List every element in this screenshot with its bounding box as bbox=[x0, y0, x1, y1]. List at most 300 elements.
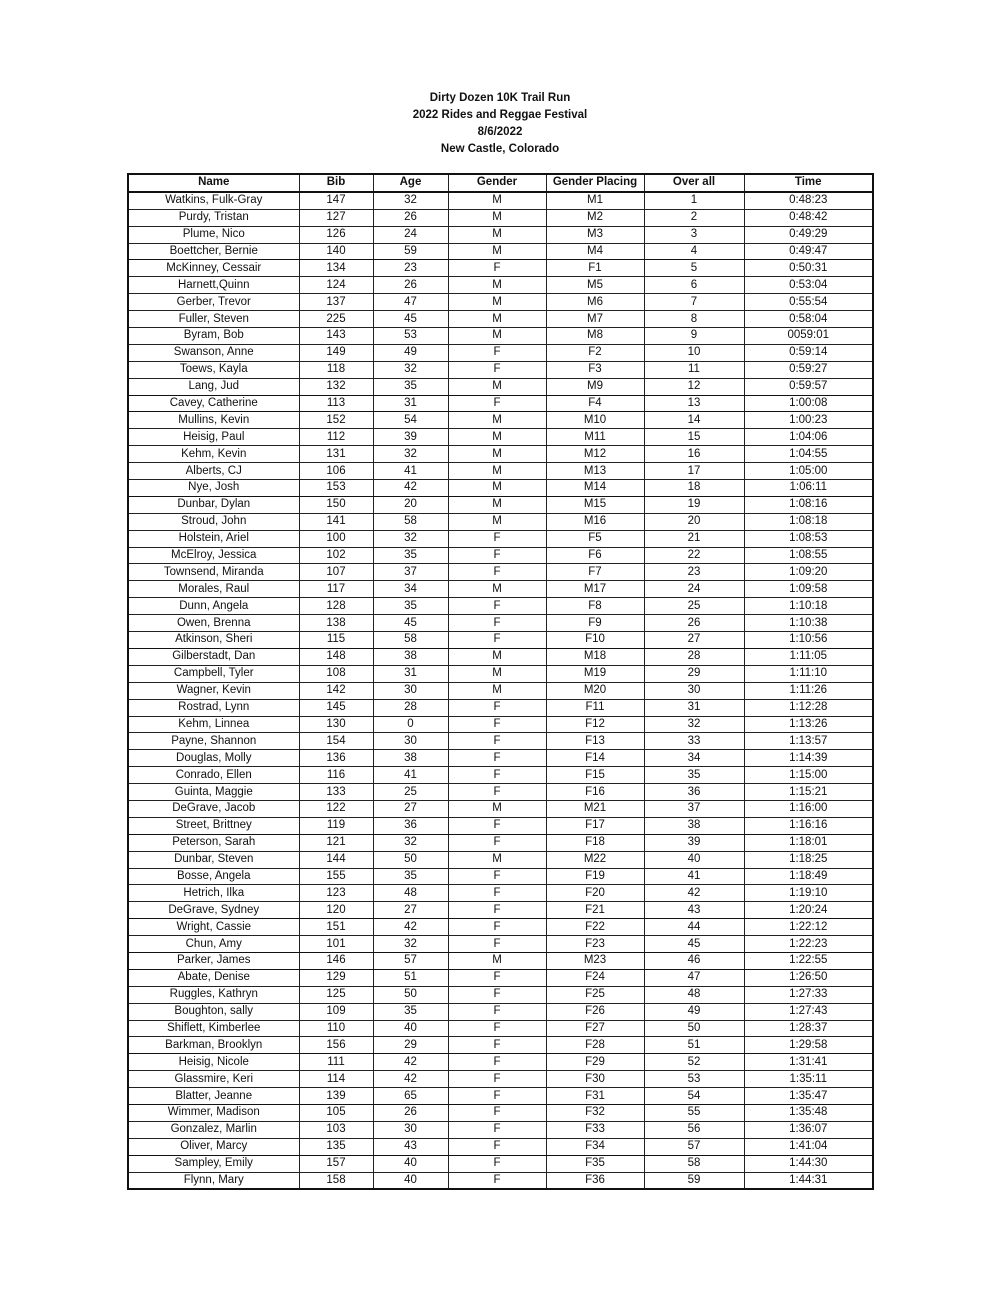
overall-cell: 4 bbox=[644, 243, 744, 260]
name-cell: Morales, Raul bbox=[128, 581, 299, 598]
name-cell: Boughton, sally bbox=[128, 1003, 299, 1020]
bib-cell: 121 bbox=[299, 834, 373, 851]
age-cell: 35 bbox=[373, 868, 448, 885]
name-cell: Kehm, Kevin bbox=[128, 446, 299, 463]
gender-placing-cell: F7 bbox=[546, 564, 644, 581]
gender-placing-cell: M15 bbox=[546, 496, 644, 513]
age-cell: 51 bbox=[373, 969, 448, 986]
time-cell: 0:58:04 bbox=[744, 311, 873, 328]
name-cell: Nye, Josh bbox=[128, 480, 299, 497]
age-cell: 39 bbox=[373, 429, 448, 446]
gender-placing-cell: F17 bbox=[546, 817, 644, 834]
gender-placing-cell: F25 bbox=[546, 986, 644, 1003]
name-cell: Dunbar, Steven bbox=[128, 851, 299, 868]
gender-placing-cell: M6 bbox=[546, 294, 644, 311]
bib-cell: 128 bbox=[299, 598, 373, 615]
gender-placing-cell: F24 bbox=[546, 969, 644, 986]
bib-cell: 147 bbox=[299, 192, 373, 209]
age-cell: 32 bbox=[373, 834, 448, 851]
table-row bbox=[128, 1037, 873, 1054]
name-cell: Flynn, Mary bbox=[128, 1172, 299, 1189]
name-cell: Wright, Cassie bbox=[128, 919, 299, 936]
age-cell: 31 bbox=[373, 665, 448, 682]
table-row bbox=[128, 615, 873, 632]
gender-placing-cell: M17 bbox=[546, 581, 644, 598]
name-cell: Swanson, Anne bbox=[128, 344, 299, 361]
overall-cell: 1 bbox=[644, 192, 744, 209]
name-cell: Blatter, Jeanne bbox=[128, 1088, 299, 1105]
name-cell: Payne, Shannon bbox=[128, 733, 299, 750]
name-cell: Abate, Denise bbox=[128, 969, 299, 986]
name-cell: Chun, Amy bbox=[128, 936, 299, 953]
overall-cell: 39 bbox=[644, 834, 744, 851]
overall-cell: 7 bbox=[644, 294, 744, 311]
overall-cell: 27 bbox=[644, 632, 744, 649]
bib-cell: 124 bbox=[299, 277, 373, 294]
name-cell: Heisig, Paul bbox=[128, 429, 299, 446]
table-row bbox=[128, 226, 873, 243]
time-cell: 1:28:37 bbox=[744, 1020, 873, 1037]
name-cell: Kehm, Linnea bbox=[128, 716, 299, 733]
age-cell: 65 bbox=[373, 1088, 448, 1105]
gender-placing-cell: M23 bbox=[546, 952, 644, 969]
bib-cell: 102 bbox=[299, 547, 373, 564]
gender-placing-cell: F2 bbox=[546, 344, 644, 361]
bib-cell: 151 bbox=[299, 919, 373, 936]
name-cell: Lang, Jud bbox=[128, 378, 299, 395]
time-cell: 1:35:48 bbox=[744, 1104, 873, 1121]
table-row bbox=[128, 969, 873, 986]
table-row bbox=[128, 446, 873, 463]
age-cell: 20 bbox=[373, 496, 448, 513]
table-row bbox=[128, 1121, 873, 1138]
name-cell: Bosse, Angela bbox=[128, 868, 299, 885]
table-row bbox=[128, 834, 873, 851]
gender-cell: M bbox=[448, 243, 546, 260]
time-cell: 1:16:00 bbox=[744, 800, 873, 817]
gender-placing-cell: F36 bbox=[546, 1172, 644, 1189]
bib-cell: 141 bbox=[299, 513, 373, 530]
name-cell: Fuller, Steven bbox=[128, 311, 299, 328]
gender-cell: M bbox=[448, 851, 546, 868]
event-date: 8/6/2022 bbox=[477, 126, 523, 138]
time-cell: 1:08:55 bbox=[744, 547, 873, 564]
name-cell: Dunn, Angela bbox=[128, 598, 299, 615]
age-cell: 38 bbox=[373, 648, 448, 665]
time-cell: 0:48:42 bbox=[744, 209, 873, 226]
bib-cell: 149 bbox=[299, 344, 373, 361]
time-cell: 0:50:31 bbox=[744, 260, 873, 277]
time-cell: 1:11:05 bbox=[744, 648, 873, 665]
table-row bbox=[128, 496, 873, 513]
gender-placing-cell: M10 bbox=[546, 412, 644, 429]
gender-cell: F bbox=[448, 767, 546, 784]
time-cell: 1:27:33 bbox=[744, 986, 873, 1003]
column-header-gender-placing: Gender Placing bbox=[546, 174, 644, 192]
gender-cell: F bbox=[448, 260, 546, 277]
age-cell: 49 bbox=[373, 344, 448, 361]
age-cell: 58 bbox=[373, 513, 448, 530]
table-row bbox=[128, 412, 873, 429]
gender-cell: F bbox=[448, 361, 546, 378]
gender-placing-cell: F30 bbox=[546, 1071, 644, 1088]
gender-cell: F bbox=[448, 986, 546, 1003]
age-cell: 50 bbox=[373, 986, 448, 1003]
gender-cell: M bbox=[448, 648, 546, 665]
gender-placing-cell: F29 bbox=[546, 1054, 644, 1071]
gender-cell: M bbox=[448, 192, 546, 209]
time-cell: 1:22:12 bbox=[744, 919, 873, 936]
gender-cell: F bbox=[448, 919, 546, 936]
table-row bbox=[128, 699, 873, 716]
gender-placing-cell: F28 bbox=[546, 1037, 644, 1054]
time-cell: 1:20:24 bbox=[744, 902, 873, 919]
name-cell: Peterson, Sarah bbox=[128, 834, 299, 851]
overall-cell: 46 bbox=[644, 952, 744, 969]
overall-cell: 29 bbox=[644, 665, 744, 682]
table-row bbox=[128, 547, 873, 564]
gender-placing-cell: F19 bbox=[546, 868, 644, 885]
time-cell: 1:29:58 bbox=[744, 1037, 873, 1054]
gender-cell: M bbox=[448, 446, 546, 463]
gender-cell: F bbox=[448, 936, 546, 953]
age-cell: 30 bbox=[373, 682, 448, 699]
gender-cell: F bbox=[448, 598, 546, 615]
age-cell: 35 bbox=[373, 598, 448, 615]
gender-cell: F bbox=[448, 1104, 546, 1121]
table-row bbox=[128, 648, 873, 665]
bib-cell: 225 bbox=[299, 311, 373, 328]
gender-cell: F bbox=[448, 1071, 546, 1088]
time-cell: 0:53:04 bbox=[744, 277, 873, 294]
gender-cell: F bbox=[448, 632, 546, 649]
age-cell: 45 bbox=[373, 311, 448, 328]
age-cell: 40 bbox=[373, 1172, 448, 1189]
time-cell: 1:18:49 bbox=[744, 868, 873, 885]
bib-cell: 143 bbox=[299, 328, 373, 345]
column-header-overall: Over all bbox=[644, 174, 744, 192]
time-cell: 0:59:14 bbox=[744, 344, 873, 361]
table-row bbox=[128, 750, 873, 767]
gender-cell: F bbox=[448, 1054, 546, 1071]
name-cell: Guinta, Maggie bbox=[128, 784, 299, 801]
age-cell: 28 bbox=[373, 699, 448, 716]
time-cell: 1:35:11 bbox=[744, 1071, 873, 1088]
age-cell: 54 bbox=[373, 412, 448, 429]
gender-placing-cell: F13 bbox=[546, 733, 644, 750]
gender-cell: M bbox=[448, 463, 546, 480]
name-cell: Boettcher, Bernie bbox=[128, 243, 299, 260]
gender-placing-cell: M7 bbox=[546, 311, 644, 328]
bib-cell: 152 bbox=[299, 412, 373, 429]
age-cell: 32 bbox=[373, 361, 448, 378]
name-cell: Owen, Brenna bbox=[128, 615, 299, 632]
table-row bbox=[128, 716, 873, 733]
overall-cell: 38 bbox=[644, 817, 744, 834]
table-row bbox=[128, 530, 873, 547]
bib-cell: 111 bbox=[299, 1054, 373, 1071]
bib-cell: 142 bbox=[299, 682, 373, 699]
table-row bbox=[128, 1054, 873, 1071]
bib-cell: 105 bbox=[299, 1104, 373, 1121]
gender-cell: F bbox=[448, 969, 546, 986]
bib-cell: 130 bbox=[299, 716, 373, 733]
gender-cell: M bbox=[448, 294, 546, 311]
overall-cell: 48 bbox=[644, 986, 744, 1003]
overall-cell: 54 bbox=[644, 1088, 744, 1105]
bib-cell: 154 bbox=[299, 733, 373, 750]
table-row bbox=[128, 885, 873, 902]
age-cell: 59 bbox=[373, 243, 448, 260]
bib-cell: 109 bbox=[299, 1003, 373, 1020]
name-cell: DeGrave, Sydney bbox=[128, 902, 299, 919]
age-cell: 50 bbox=[373, 851, 448, 868]
gender-placing-cell: F1 bbox=[546, 260, 644, 277]
time-cell: 1:16:16 bbox=[744, 817, 873, 834]
name-cell: Alberts, CJ bbox=[128, 463, 299, 480]
gender-cell: F bbox=[448, 1020, 546, 1037]
time-cell: 1:19:10 bbox=[744, 885, 873, 902]
gender-cell: M bbox=[448, 412, 546, 429]
name-cell: Oliver, Marcy bbox=[128, 1138, 299, 1155]
document-header bbox=[0, 90, 1000, 158]
age-cell: 26 bbox=[373, 209, 448, 226]
time-cell: 1:35:47 bbox=[744, 1088, 873, 1105]
time-cell: 1:08:16 bbox=[744, 496, 873, 513]
time-cell: 1:04:55 bbox=[744, 446, 873, 463]
time-cell: 1:12:28 bbox=[744, 699, 873, 716]
table-row bbox=[128, 1138, 873, 1155]
overall-cell: 12 bbox=[644, 378, 744, 395]
age-cell: 31 bbox=[373, 395, 448, 412]
bib-cell: 114 bbox=[299, 1071, 373, 1088]
gender-placing-cell: M16 bbox=[546, 513, 644, 530]
overall-cell: 2 bbox=[644, 209, 744, 226]
time-cell: 1:41:04 bbox=[744, 1138, 873, 1155]
bib-cell: 134 bbox=[299, 260, 373, 277]
time-cell: 1:11:10 bbox=[744, 665, 873, 682]
time-cell: 1:22:55 bbox=[744, 952, 873, 969]
time-cell: 1:09:58 bbox=[744, 581, 873, 598]
age-cell: 42 bbox=[373, 480, 448, 497]
time-cell: 1:00:23 bbox=[744, 412, 873, 429]
bib-cell: 137 bbox=[299, 294, 373, 311]
table-row bbox=[128, 902, 873, 919]
gender-cell: F bbox=[448, 817, 546, 834]
bib-cell: 140 bbox=[299, 243, 373, 260]
table-row bbox=[128, 277, 873, 294]
overall-cell: 21 bbox=[644, 530, 744, 547]
table-row bbox=[128, 311, 873, 328]
age-cell: 58 bbox=[373, 632, 448, 649]
age-cell: 34 bbox=[373, 581, 448, 598]
age-cell: 36 bbox=[373, 817, 448, 834]
gender-cell: M bbox=[448, 952, 546, 969]
bib-cell: 112 bbox=[299, 429, 373, 446]
gender-cell: F bbox=[448, 1172, 546, 1189]
table-row bbox=[128, 919, 873, 936]
bib-cell: 150 bbox=[299, 496, 373, 513]
gender-cell: M bbox=[448, 581, 546, 598]
bib-cell: 136 bbox=[299, 750, 373, 767]
gender-placing-cell: M3 bbox=[546, 226, 644, 243]
age-cell: 29 bbox=[373, 1037, 448, 1054]
overall-cell: 20 bbox=[644, 513, 744, 530]
overall-cell: 6 bbox=[644, 277, 744, 294]
overall-cell: 57 bbox=[644, 1138, 744, 1155]
column-header-bib: Bib bbox=[299, 174, 373, 192]
table-row bbox=[128, 463, 873, 480]
gender-placing-cell: F16 bbox=[546, 784, 644, 801]
name-cell: Byram, Bob bbox=[128, 328, 299, 345]
age-cell: 41 bbox=[373, 767, 448, 784]
name-cell: Parker, James bbox=[128, 952, 299, 969]
table-row bbox=[128, 513, 873, 530]
overall-cell: 35 bbox=[644, 767, 744, 784]
bib-cell: 116 bbox=[299, 767, 373, 784]
table-row bbox=[128, 361, 873, 378]
name-cell: Hetrich, Ilka bbox=[128, 885, 299, 902]
bib-cell: 100 bbox=[299, 530, 373, 547]
table-row bbox=[128, 767, 873, 784]
gender-placing-cell: F4 bbox=[546, 395, 644, 412]
name-cell: Glassmire, Keri bbox=[128, 1071, 299, 1088]
table-row bbox=[128, 581, 873, 598]
time-cell: 1:15:21 bbox=[744, 784, 873, 801]
time-cell: 1:44:30 bbox=[744, 1155, 873, 1172]
name-cell: Ruggles, Kathryn bbox=[128, 986, 299, 1003]
overall-cell: 24 bbox=[644, 581, 744, 598]
name-cell: Barkman, Brooklyn bbox=[128, 1037, 299, 1054]
gender-cell: F bbox=[448, 902, 546, 919]
bib-cell: 123 bbox=[299, 885, 373, 902]
age-cell: 37 bbox=[373, 564, 448, 581]
name-cell: Street, Brittney bbox=[128, 817, 299, 834]
overall-cell: 59 bbox=[644, 1172, 744, 1189]
bib-cell: 153 bbox=[299, 480, 373, 497]
table-row bbox=[128, 784, 873, 801]
gender-cell: M bbox=[448, 378, 546, 395]
overall-cell: 26 bbox=[644, 615, 744, 632]
gender-placing-cell: F3 bbox=[546, 361, 644, 378]
age-cell: 32 bbox=[373, 530, 448, 547]
gender-placing-cell: F10 bbox=[546, 632, 644, 649]
gender-placing-cell: M13 bbox=[546, 463, 644, 480]
table-header-row bbox=[128, 174, 873, 192]
bib-cell: 118 bbox=[299, 361, 373, 378]
name-cell: McKinney, Cessair bbox=[128, 260, 299, 277]
gender-placing-cell: F8 bbox=[546, 598, 644, 615]
bib-cell: 119 bbox=[299, 817, 373, 834]
age-cell: 43 bbox=[373, 1138, 448, 1155]
overall-cell: 31 bbox=[644, 699, 744, 716]
name-cell: Gilberstadt, Dan bbox=[128, 648, 299, 665]
age-cell: 40 bbox=[373, 1155, 448, 1172]
column-header-age: Age bbox=[373, 174, 448, 192]
name-cell: Wagner, Kevin bbox=[128, 682, 299, 699]
gender-placing-cell: F27 bbox=[546, 1020, 644, 1037]
bib-cell: 126 bbox=[299, 226, 373, 243]
time-cell: 0059:01 bbox=[744, 328, 873, 345]
gender-placing-cell: M2 bbox=[546, 209, 644, 226]
age-cell: 0 bbox=[373, 716, 448, 733]
table-row bbox=[128, 733, 873, 750]
age-cell: 30 bbox=[373, 733, 448, 750]
table-row bbox=[128, 1003, 873, 1020]
time-cell: 1:10:18 bbox=[744, 598, 873, 615]
gender-placing-cell: F26 bbox=[546, 1003, 644, 1020]
bib-cell: 106 bbox=[299, 463, 373, 480]
bib-cell: 145 bbox=[299, 699, 373, 716]
table-row bbox=[128, 986, 873, 1003]
overall-cell: 44 bbox=[644, 919, 744, 936]
gender-placing-cell: M19 bbox=[546, 665, 644, 682]
overall-cell: 52 bbox=[644, 1054, 744, 1071]
age-cell: 35 bbox=[373, 378, 448, 395]
bib-cell: 108 bbox=[299, 665, 373, 682]
gender-placing-cell: F5 bbox=[546, 530, 644, 547]
time-cell: 1:08:53 bbox=[744, 530, 873, 547]
bib-cell: 155 bbox=[299, 868, 373, 885]
bib-cell: 133 bbox=[299, 784, 373, 801]
gender-cell: F bbox=[448, 885, 546, 902]
time-cell: 1:11:26 bbox=[744, 682, 873, 699]
gender-cell: M bbox=[448, 277, 546, 294]
age-cell: 38 bbox=[373, 750, 448, 767]
time-cell: 1:13:57 bbox=[744, 733, 873, 750]
name-cell: Cavey, Catherine bbox=[128, 395, 299, 412]
results-table bbox=[127, 173, 874, 1190]
table-row bbox=[128, 682, 873, 699]
time-cell: 1:09:20 bbox=[744, 564, 873, 581]
age-cell: 27 bbox=[373, 800, 448, 817]
overall-cell: 34 bbox=[644, 750, 744, 767]
gender-placing-cell: F12 bbox=[546, 716, 644, 733]
time-cell: 0:59:27 bbox=[744, 361, 873, 378]
gender-placing-cell: F23 bbox=[546, 936, 644, 953]
table-row bbox=[128, 344, 873, 361]
gender-cell: F bbox=[448, 716, 546, 733]
name-cell: Gonzalez, Marlin bbox=[128, 1121, 299, 1138]
table-row bbox=[128, 260, 873, 277]
table-row bbox=[128, 378, 873, 395]
race-title: Dirty Dozen 10K Trail Run bbox=[429, 92, 571, 104]
gender-cell: M bbox=[448, 665, 546, 682]
table-row bbox=[128, 1088, 873, 1105]
bib-cell: 101 bbox=[299, 936, 373, 953]
bib-cell: 120 bbox=[299, 902, 373, 919]
gender-cell: M bbox=[448, 513, 546, 530]
table-row bbox=[128, 1020, 873, 1037]
table-row bbox=[128, 1071, 873, 1088]
overall-cell: 32 bbox=[644, 716, 744, 733]
overall-cell: 58 bbox=[644, 1155, 744, 1172]
overall-cell: 13 bbox=[644, 395, 744, 412]
bib-cell: 103 bbox=[299, 1121, 373, 1138]
bib-cell: 115 bbox=[299, 632, 373, 649]
overall-cell: 15 bbox=[644, 429, 744, 446]
time-cell: 1:04:06 bbox=[744, 429, 873, 446]
time-cell: 0:49:47 bbox=[744, 243, 873, 260]
name-cell: Purdy, Tristan bbox=[128, 209, 299, 226]
name-cell: Rostrad, Lynn bbox=[128, 699, 299, 716]
age-cell: 23 bbox=[373, 260, 448, 277]
overall-cell: 8 bbox=[644, 311, 744, 328]
overall-cell: 43 bbox=[644, 902, 744, 919]
time-cell: 1:27:43 bbox=[744, 1003, 873, 1020]
gender-cell: F bbox=[448, 615, 546, 632]
time-cell: 1:36:07 bbox=[744, 1121, 873, 1138]
